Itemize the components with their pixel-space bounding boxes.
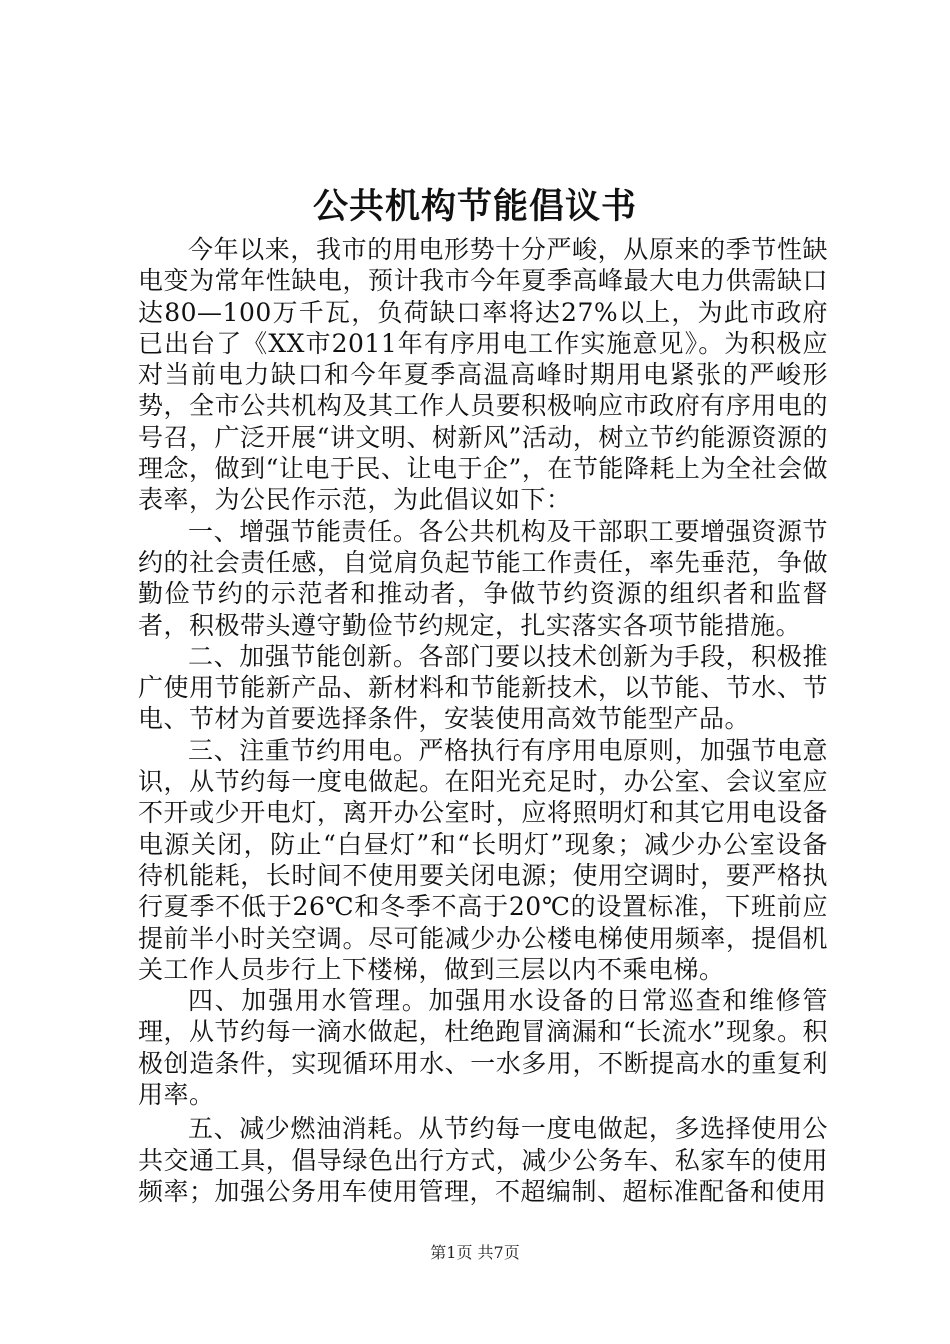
paragraph-item-2: 二、加强节能创新。各部门要以技术创新为手段，积极推广使用节能新产品、新材料和节能新技术，以节能、节水、节电、节材为首要选择条件，安装使用高效节能型产品。	[138, 641, 828, 734]
paragraph-item-1: 一、增强节能责任。各公共机构及干部职工要增强资源节约的社会责任感，自觉肩负起节能工作责任，率先垂范，争做勤俭节约的示范者和推动者，争做节约资源的组织者和监督者，积极带头遵守勤俭节约规定，扎实落实各项节能措施。	[138, 516, 828, 640]
paragraph-intro: 今年以来，我市的用电形势十分严峻，从原来的季节性缺电变为常年性缺电，预计我市今年夏季高峰最大电力供需缺口达80—100万千瓦，负荷缺口率将达27%以上，为此市政府已出台了《XX市2011年有序用电工作实施意见》。为积极应对当前电力缺口和今年夏季高温高峰时期用电紧张的严峻形势，全市公共机构及其工作人员要积极响应市政府有序用电的号召，广泛开展“讲文明、树新风”活动，树立节约能源资源的理念，做到“让电于民、让电于企”，在节能降耗上为全社会做表率，为公民作示范，为此倡议如下：	[138, 235, 828, 515]
document-body	[138, 234, 828, 1207]
paragraph-item-5: 五、减少燃油消耗。从节约每一度电做起，多选择使用公共交通工具，倡导绿色出行方式，减少公务车、私家车的使用频率；加强公务用车使用管理，不超编制、超标准配备和使用	[138, 1114, 828, 1206]
paragraph-item-3: 三、注重节约用电。严格执行有序用电原则，加强节电意识，从节约每一度电做起。在阳光充足时，办公室、会议室应不开或少开电灯，离开办公室时，应将照明灯和其它用电设备电源关闭，防止“白昼灯”和“长明灯”现象；减少办公室设备待机能耗，长时间不使用要关闭电源；使用空调时，要严格执行夏季不低于26℃和冬季不高于20℃的设置标准，下班前应提前半小时关空调。尽可能减少办公楼电梯使用频率，提倡机关工作人员步行上下楼梯，做到三层以内不乘电梯。	[138, 735, 828, 984]
page-footer: 第1页 共7页	[430, 1243, 520, 1262]
document-title: 公共机构节能倡议书	[312, 186, 637, 227]
paragraph-item-4: 四、加强用水管理。加强用水设备的日常巡查和维修管理，从节约每一滴水做起，杜绝跑冒滴漏和“长流水”现象。积极创造条件，实现循环用水、一水多用，不断提高水的重复利用率。	[138, 986, 828, 1110]
